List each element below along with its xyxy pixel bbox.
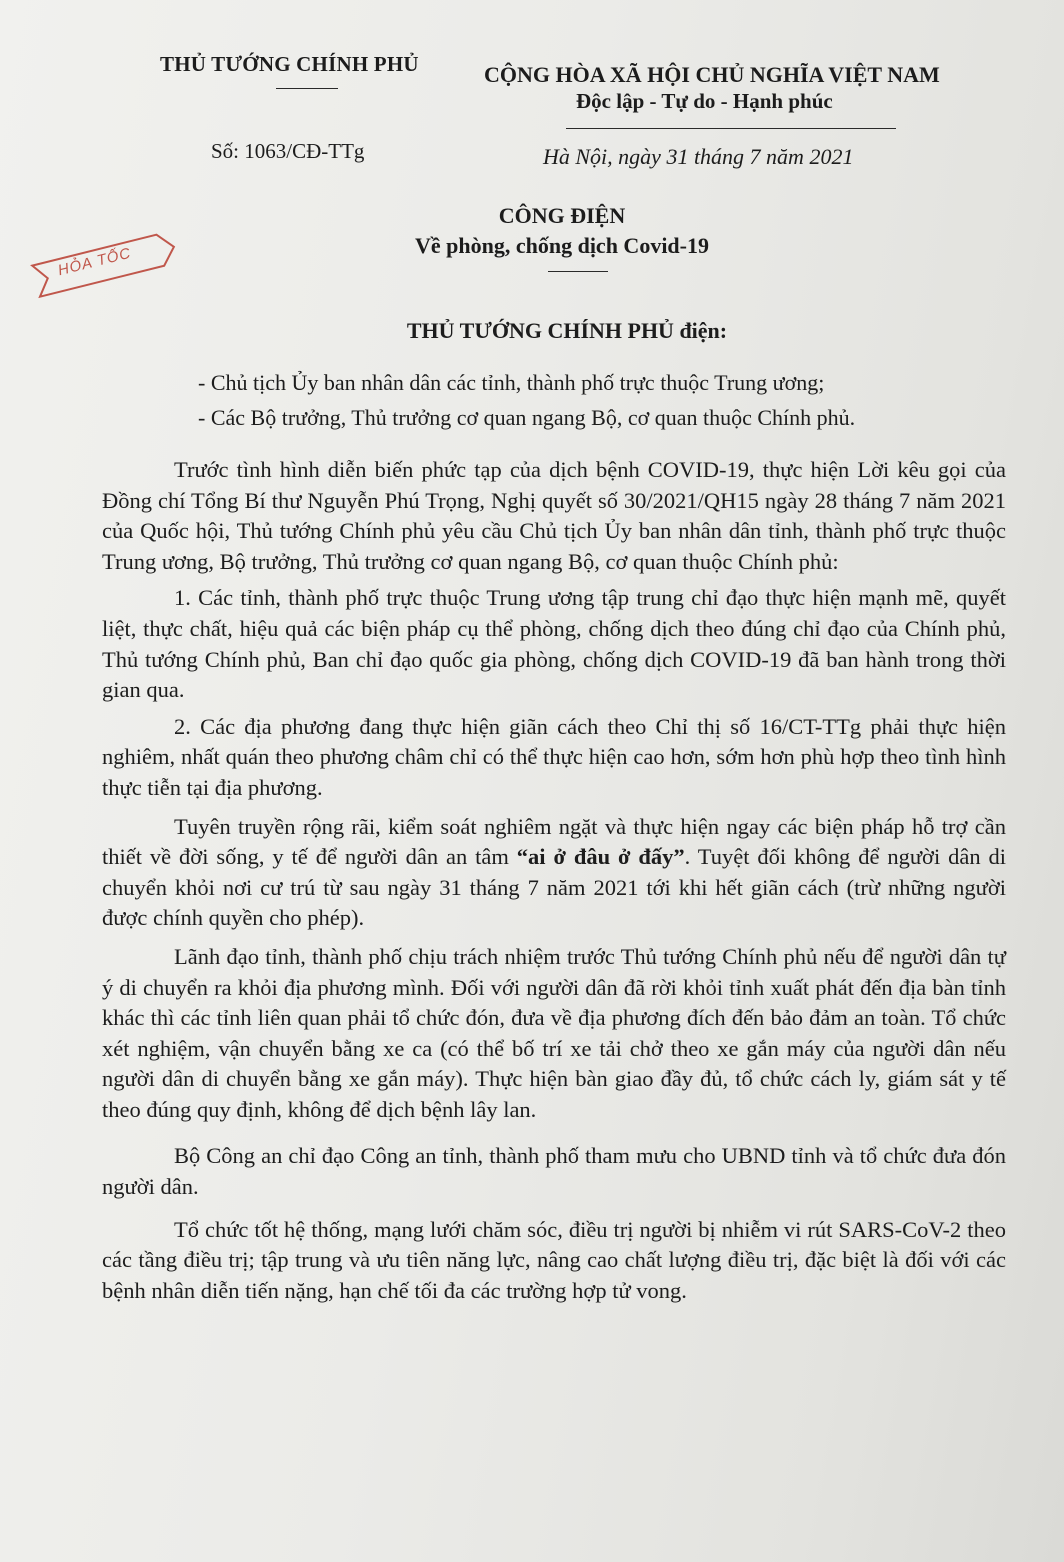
national-motto: Độc lập - Tự do - Hạnh phúc	[576, 89, 833, 113]
paragraph-text: . Tuyệt đối không để người dân di chuyển khỏi nơi cư trú từ sau ngày 31 tháng 7 năm 2021 tới khi hết giãn cách (trừ những người được chính quyền cho phép).	[102, 844, 1006, 931]
national-title: CỘNG HÒA XÃ HỘI CHỦ NGHĨA VIỆT NAM	[484, 62, 940, 87]
body-paragraph	[102, 812, 1006, 934]
motto-underline	[566, 128, 896, 129]
recipient-line: - Chủ tịch Ủy ban nhân dân các tỉnh, thành phố trực thuộc Trung ương;	[198, 370, 825, 395]
addressing-heading: THỦ TƯỚNG CHÍNH PHỦ điện:	[406, 318, 728, 343]
document-body	[102, 455, 1006, 1320]
issuer-underline	[276, 88, 338, 89]
document-subject: Về phòng, chống dịch Covid-19	[414, 233, 709, 258]
recipient-line: - Các Bộ trưởng, Thủ trưởng cơ quan ngang Bộ, cơ quan thuộc Chính phủ.	[198, 405, 856, 430]
document-type: CÔNG ĐIỆN	[498, 203, 626, 228]
body-paragraph: 2. Các địa phương đang thực hiện giãn cách theo Chỉ thị số 16/CT-TTg phải thực hiện nghiêm, nhất quán theo phương châm chỉ có thể thực hiện cao hơn, sớm hơn phù hợp theo tình hình thực tiễn tại địa phương.	[102, 713, 1006, 800]
body-paragraph: Bộ Công an chỉ đạo Công an tỉnh, thành phố tham mưu cho UBND tỉnh và tổ chức đưa đón người dân.	[102, 1143, 1006, 1200]
place-date: Hà Nội, ngày 31 tháng 7 năm 2021	[543, 144, 854, 169]
body-paragraph: Trước tình hình diễn biến phức tạp của dịch bệnh COVID-19, thực hiện Lời kêu gọi của Đồng chí Tổng Bí thư Nguyễn Phú Trọng, Nghị quyết số 30/2021/QH15 ngày 28 tháng 7 năm 2021 của Quốc hội, Thủ tướng Chính phủ yêu cầu Chủ tịch Ủy ban nhân dân tỉnh, thành phố trực thuộc Trung ương, Bộ trưởng, Thủ trưởng cơ quan ngang Bộ, cơ quan thuộc Chính phủ:	[102, 457, 1006, 574]
body-paragraph: Lãnh đạo tỉnh, thành phố chịu trách nhiệm trước Thủ tướng Chính phủ nếu để người dân tự ý di chuyển ra khỏi địa phương mình. Đối với người dân đã rời khỏi tỉnh xuất phát đến địa bàn tỉnh khác thì các tỉnh liên quan phải tổ chức đón, đưa về địa phương đích đến bảo đảm an toàn. Tổ chức xét nghiệm, vận chuyển bằng xe ca (có thể bố trí xe tải chở theo xe gắn máy của người dân nếu người dân di chuyển bằng xe gắn máy). Thực hiện bàn giao đầy đủ, tổ chức cách ly, giám sát y tế theo đúng quy định, không để dịch bệnh lây lan.	[102, 943, 1006, 1122]
body-paragraph: 1. Các tỉnh, thành phố trực thuộc Trung ương tập trung chỉ đạo thực hiện mạnh mẽ, quyết liệt, thực chất, hiệu quả các biện pháp cụ thể phòng, chống dịch theo đúng chỉ đạo của Chính phủ, Thủ tướng Chính phủ, Ban chỉ đạo quốc gia phòng, chống dịch COVID-19 đã ban hành trong thời gian qua.	[102, 585, 1006, 703]
issuing-authority: THỦ TƯỚNG CHÍNH PHỦ	[160, 52, 419, 76]
document-number: Số: 1063/CĐ-TTg	[211, 139, 365, 163]
subject-underline	[548, 271, 608, 272]
quoted-slogan: “ai ở đâu ở đấy”	[516, 844, 685, 870]
paragraph-text: Tuyên truyền rộng rãi, kiểm soát nghiêm ngặt và thực hiện ngay các biện pháp hỗ trợ cần thiết về đời sống, y tế để người dân an tâm	[102, 813, 1006, 870]
stamp-text: HỎA TỐC	[56, 244, 133, 280]
body-paragraph: Tổ chức tốt hệ thống, mạng lưới chăm sóc, điều trị người bị nhiễm vi rút SARS-CoV-2 theo các tầng điều trị; tập trung và ưu tiên năng lực, nâng cao chất lượng điều trị, đặc biệt là đối với các bệnh nhân diễn tiến nặng, hạn chế tối đa các trường hợp tử vong.	[102, 1216, 1006, 1303]
